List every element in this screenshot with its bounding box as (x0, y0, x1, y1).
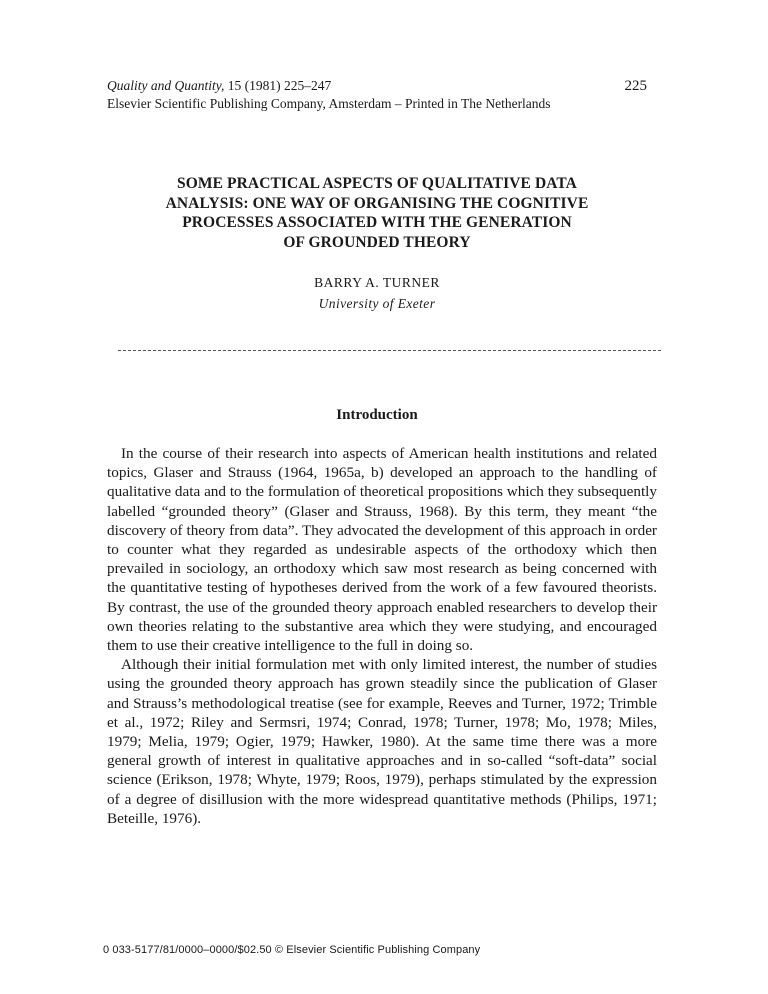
journal-citation: 15 (1981) 225–247 (224, 78, 332, 93)
title-line: OF GROUNDED THEORY (283, 233, 471, 251)
author-name: BARRY A. TURNER (314, 275, 440, 290)
running-header (107, 77, 647, 95)
section-heading: Introduction (336, 407, 418, 423)
author-affiliation: University of Exeter (318, 296, 436, 311)
page-number: 225 (624, 78, 647, 94)
paragraph: Although their initial formulation met with only limited interest, the number of studies using the grounded theory approach has grown steadily since the publication of Glaser and Strauss’s methodological treatise (see for example, Reeves and Turner, 1972; Trimble et al., 1972; Riley and Sermsri, 1974; Conrad, 1978; Turner, 1978; Mo, 1978; Miles, 1979; Melia, 1979; Ogier, 1979; Hawker, 1980). At the same time there was a more general growth of interest in qualitative approaches and in so-called “soft-data” social science (Erikson, 1978; Whyte, 1979; Roos, 1979), perhaps stimulated by the expression of a degree of disillusion with the more widespread quantitative methods (Philips, 1971; Beteille, 1976). (107, 656, 657, 827)
paragraph: In the course of their research into aspects of American health institutions and related topics, Glaser and Strauss (1964, 1965a, b) developed an approach to the handling of qualitative data and to the formulation of theoretical propositions which they subsequently labelled “grounded theory” (Glaser and Strauss, 1968). By this term, they meant “the discovery of theory from data”. They advocated the development of this approach in order to counter what they regarded as undesirable aspects of the orthodoxy which then prevailed in sociology, an orthodoxy which saw most research as being concerned with the quantitative testing of hypotheses derived from the work of a few favoured theorists. By contrast, the use of the grounded theory approach enabled researchers to develop their own theories relating to the substantive area which they were studying, and encouraged them to use their creative intelligence to the full in doing so. (107, 445, 657, 655)
title-line: ANALYSIS: ONE WAY OF ORGANISING THE COGNITIVE (165, 194, 589, 212)
title-line: PROCESSES ASSOCIATED WITH THE GENERATION (182, 214, 572, 231)
title-line: SOME PRACTICAL ASPECTS OF QUALITATIVE DATA (177, 175, 577, 192)
body-text (107, 444, 657, 828)
divider-rule (118, 350, 661, 351)
journal-name: Quality and Quantity, (107, 78, 225, 93)
article-title (107, 174, 647, 252)
publisher-line: Elsevier Scientific Publishing Company, Amsterdam – Printed in The Netherlands (107, 96, 551, 111)
footer-code: 0 033-5177/81/0000–0000/$02.50 © Elsevier Scientific Publishing Company (103, 944, 481, 956)
